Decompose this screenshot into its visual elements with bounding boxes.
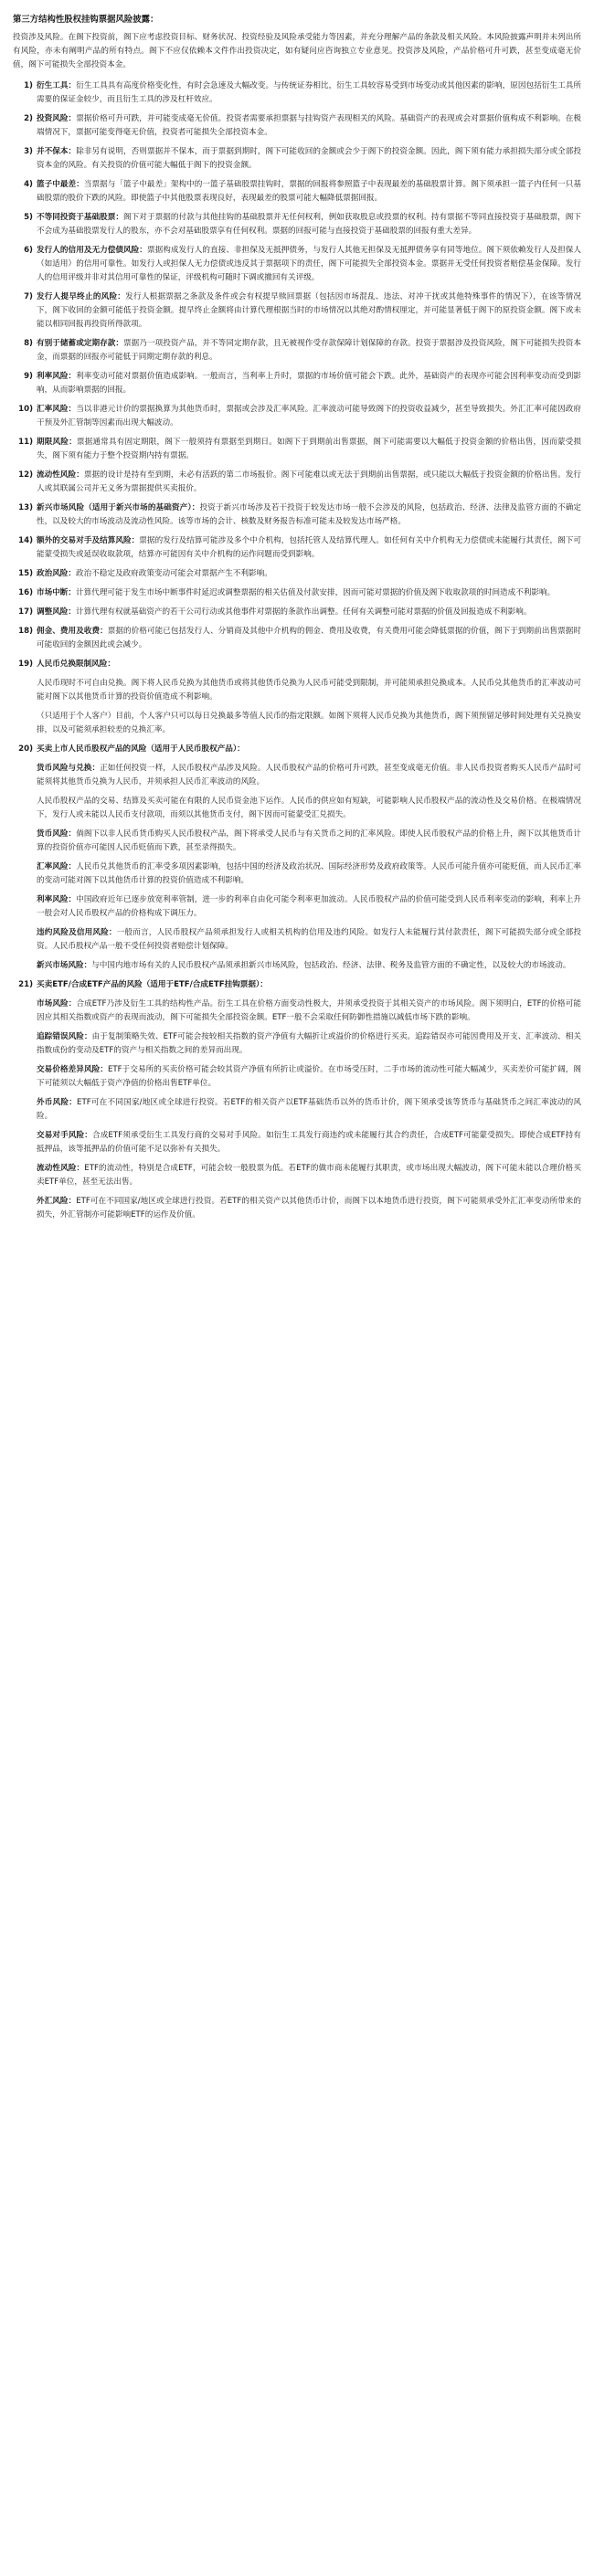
risk-item	[13, 79, 581, 107]
risk-item-label: 市场中断：	[37, 588, 76, 597]
risk-item-label: 佣金、费用及收费：	[37, 627, 108, 636]
risk-item-number: 18)	[18, 627, 33, 636]
risk-item-text: 利率变动可能对票据价值造成影响。一般而言，当利率上升时，票据的市场价值可能会下跌。此外，基础资产的表现亦可能会因利率变动而受到影响，从而影响票据的回报。	[37, 372, 581, 395]
risk-item-body	[37, 469, 581, 496]
risk-item-label: 发行人提早终止的风险：	[37, 292, 126, 301]
risk-item-body	[37, 290, 581, 332]
etf-paragraph	[37, 1162, 581, 1189]
risk-item-label: 买卖ETF/合成ETF产品的风险（适用于ETF/合成ETF挂钩票据）：	[37, 980, 268, 989]
risk-item-21	[13, 978, 581, 992]
risk-item-body	[37, 145, 581, 173]
etf-paragraph	[37, 1195, 581, 1222]
etf-paragraph	[37, 998, 581, 1025]
risk-item-label: 流动性风险：	[37, 470, 84, 480]
etf-paragraph-text: 合成ETF须承受衍生工具发行商的交易对手风险。如衍生工具发行商违约或未能履行其合约责任，合成ETF可能蒙受损失。即使合成ETF持有抵押品，该等抵押品的价值可能不足以弥补有关损失。	[37, 1131, 581, 1154]
risk-item-label: 汇率风险：	[37, 405, 77, 414]
risk-item-20	[13, 743, 581, 756]
risk-item-body	[37, 534, 581, 562]
risk-item-number: 14)	[18, 536, 33, 545]
intro-paragraph: 投资涉及风险。在阁下投资前，阁下应考虑投资目标、财务状况、投资经验及风险承受能力等因素，并充分理解产品的条款及相关风险。本风险披露声明并未列出所有风险，亦未有阐明产品的所有特点。阁下不应仅依赖本文件作出投资决定，如有疑问应咨询独立专业意见。投资涉及风险，产品价格可升可跌，甚至变成毫无价值，阁下可能损失全部投资本金。	[13, 33, 581, 69]
risk-item-number: 2)	[24, 114, 33, 123]
risk-item-label: 利率风险：	[37, 372, 77, 381]
risk-item-number: 11)	[18, 438, 33, 447]
risk-item	[13, 244, 581, 285]
etf-paragraph	[37, 1063, 581, 1091]
rmb-product-paragraph-text: 一般而言，人民币股权产品须承担发行人或相关机构的信用及违约风险。如发行人未能履行其付款责任，阁下可能损失部分或全部投资。人民币股权产品一般不受任何投资者赔偿计划保障。	[37, 928, 581, 951]
risk-item-number: 7)	[24, 292, 33, 301]
risk-item-text: 票据的价格可能已包括发行人、分销商及其他中介机构的佣金、费用及收费，有关费用可能会降低票据的价值，阁下于到期前出售票据时可能收回的金额因此或会减少。	[37, 627, 581, 649]
etf-paragraph-label: 交易对手风险：	[37, 1131, 92, 1140]
risk-item-label: 政治风险：	[37, 569, 76, 578]
risk-item-text: 发行人根据票据之条款及条件或会有权提早赎回票据（包括因市场混乱、违法、对冲干扰或其他特殊事件的情况下），在该等情况下，阁下收回的金额可能低于投资金额。提早终止金额将由计算代理根据当时的市场情况以其绝对酌情权厘定，并可能显著低于阁下的原投资金额。阁下或未能以相同回报再投资所得款项。	[37, 292, 581, 329]
risk-item-number: 4)	[24, 180, 33, 189]
rmb-product-paragraph-text: 正如任何投资一样，人民币股权产品涉及风险。人民币股权产品的价格可升可跌，甚至变成毫无价值。非人民币投资者购买人民币产品时可能须将其他货币兑换为人民币，并须承担人民币汇率波动的风险。	[37, 764, 581, 787]
etf-paragraph	[37, 1030, 581, 1058]
risk-item-number: 19)	[18, 660, 33, 669]
risk-item-body	[37, 178, 581, 206]
risk-item-text: 票据的设计是持有至到期，未必有活跃的第二市场报价。阁下可能难以或无法于到期前出售票据，或只能以大幅低于投资金额的价格出售。发行人或其联属公司并无义务为票据提供买卖报价。	[37, 470, 581, 493]
risk-item	[13, 337, 581, 364]
risk-item-text: 衍生工具具有高度价格变化性，有时会急速及大幅改变。与传统证券相比，衍生工具较容易受到市场变动或其他因素的影响，原因包括衍生工具所需要的保证金较少，而且衍生工具的涉及杠杆效应。	[37, 81, 581, 104]
rmb-product-paragraph-text: 人民币股权产品的交易、结算及买卖可能在有限的人民币资金池下运作。人民币的供应如有短缺，可能影响人民币股权产品的流动性及交易价格。在极端情况下，发行人或未能以人民币支付款项，而须以其他货币支付，阁下因而可能蒙受汇兑损失。	[37, 797, 581, 819]
risk-item	[13, 112, 581, 140]
risk-item	[13, 211, 581, 238]
risk-item-body	[37, 370, 581, 397]
rmb-product-paragraph	[37, 762, 581, 789]
risk-item-body	[37, 625, 581, 652]
rmb-product-paragraph-label: 新兴市场风险：	[37, 961, 92, 970]
risk-item-number: 6)	[24, 246, 33, 255]
risk-item-body	[37, 567, 581, 581]
rmb-product-paragraph	[37, 828, 581, 855]
risk-item-label: 调整风险：	[37, 607, 76, 617]
rmb-product-paragraph-label: 货币风险与兑换：	[37, 764, 101, 773]
risk-item-label: 发行人的信用及无力偿债风险：	[37, 246, 147, 255]
rmb-product-paragraph	[37, 893, 581, 921]
risk-item-body	[37, 337, 581, 364]
etf-paragraph-text: ETF可在不同国家/地区或全球进行投资。若ETF的相关资产以其他货币计价，而阁下以本地货币进行投资，阁下可能须承受外汇汇率变动所带来的损失，外汇管制亦可能影响ETF的运作及价值。	[37, 1197, 581, 1219]
risk-item	[13, 606, 581, 619]
etf-block	[37, 998, 581, 1222]
risk-item-number: 15)	[18, 569, 33, 578]
etf-paragraph	[37, 1096, 581, 1124]
risk-item-body	[37, 403, 581, 430]
risk-item	[13, 145, 581, 173]
risk-item-number: 16)	[18, 588, 33, 597]
risk-item-label: 期限风险：	[37, 438, 77, 447]
risk-item-label: 篮子中最差：	[37, 180, 84, 189]
risk-item-label: 有别于储蓄或定期存款：	[37, 339, 124, 348]
rmb-product-paragraph-label: 货币风险：	[37, 829, 77, 839]
risk-item-text: 政治不稳定及政府政策变动可能会对票据产生不利影响。	[75, 569, 272, 578]
risk-item-text: 投资于新兴市场涉及若干投资于较发达市场一般不会涉及的风险，包括政治、经济、法律及监管方面的不确定性，以及较大的市场波动及流动性风险。该等市场的会计、核数及财务报告标准可能未及较发达市场严格。	[37, 503, 581, 526]
risk-item-number: 12)	[18, 470, 33, 480]
rmb-product-paragraph-label: 汇率风险：	[37, 862, 77, 871]
risk-item-text: 票据乃一项投资产品，并不等同定期存款，且无被视作受存款保障计划保障的存款。投资于票据涉及投资风险，阁下可能损失投资本金，而票据的回报亦可能低于同期定期存款的利息。	[37, 339, 581, 362]
risk-list	[13, 79, 581, 671]
risk-item-text: 计算代理可能于发生市场中断事件时延迟或调整票据的相关估值及付款安排，因而可能对票据的价值及阁下收取款项的时间造成不利影响。	[75, 588, 556, 597]
etf-paragraph-label: 交易价格差异风险：	[37, 1065, 108, 1074]
risk-item-text: 票据的发行及结算可能涉及多个中介机构，包括托管人及结算代理人。如任何有关中介机构无力偿债或未能履行其责任，阁下可能蒙受损失或延误收取款项，结算亦可能因有关中介机构的运作问题而受到影响。	[37, 536, 581, 559]
rmb-product-paragraph-label: 利率风险：	[37, 895, 77, 904]
risk-item-label: 投资风险：	[37, 114, 77, 123]
etf-paragraph-label: 外币风险：	[37, 1098, 78, 1107]
rmb-product-paragraph	[37, 860, 581, 888]
rmb-individual-paragraph: （只适用于个人客户）目前，个人客户只可以每日兑换最多等值人民币的指定限额。如阁下须将人民币兑换为其他货币，阁下须预留足够时间处理有关兑换安排，以及可能须承担较差的兑换汇率。	[37, 712, 581, 734]
risk-item-number: 1)	[24, 81, 33, 90]
risk-item-number: 13)	[18, 503, 33, 512]
etf-paragraph-text: ETF可在不同国家/地区或全球进行投资。若ETF的相关资产以ETF基础货币以外的货币计价，阁下须承受该等货币与基础货币之间汇率波动的风险。	[37, 1098, 581, 1121]
risk-item-label: 额外的交易对手及结算风险：	[37, 536, 140, 545]
risk-item-text: 当票据与「篮子中最差」架构中的一篮子基础股票挂钩时，票据的回报将参照篮子中表现最差的基础股票计算。阁下须承担一篮子内任何一只基础股票的股价下跌的风险。即使篮子中其他股票表现良好，表现最差的股票可能大幅降低票据回报。	[37, 180, 581, 203]
rmb-product-paragraph	[37, 926, 581, 954]
rmb-product-paragraph	[37, 959, 581, 973]
risk-item-label: 人民币兑换限制风险：	[37, 660, 115, 669]
risk-item	[13, 403, 581, 430]
risk-item	[13, 501, 581, 529]
risk-item-text: 当以非港元计价的票据换算为其他货币时，票据或会涉及汇率风险。汇率波动可能导致阁下的投资收益减少，甚至导致损失。外汇汇率可能因政府干预及外汇管制等因素而出现大幅波动。	[37, 405, 581, 428]
risk-item-label: 新兴市场风险（适用于新兴市场的基础资产）：	[37, 503, 200, 512]
etf-paragraph-text: 合成ETF乃涉及衍生工具的结构性产品。衍生工具在价格方面变动性极大，并须承受投资于其相关资产的市场风险。阁下须明白，ETF的价格可能因应其相关指数或资产的表现而波动，阁下可能损失全部投资金额。ETF一般不会采取任何防御性措施以减低市场下跌的影响。	[37, 999, 581, 1022]
etf-paragraph	[37, 1129, 581, 1156]
risk-item-number: 5)	[24, 213, 33, 222]
risk-item-body	[37, 112, 581, 140]
risk-item-text: 票据价格可升可跌，并可能变成毫无价值。投资者需要承担票据与挂钩资产表现相关的风险。基础资产的表现或会对票据价值构成不利影响。在极端情况下，票据可能变得毫无价值，投资者可能损失全部投资本金。	[37, 114, 581, 137]
rmb-product-paragraph	[37, 795, 581, 822]
risk-item-text: 除非另有说明，否则票据并不保本，而于票据到期时，阁下可能收回的金额或会少于阁下的投资金额。因此，阁下须有能力承担损失部分或全部投资本金的风险。有关投资的价值可能大幅低于阁下的投资金额。	[37, 147, 581, 170]
rmb-conversion-block	[37, 677, 581, 737]
etf-paragraph-label: 外汇风险：	[37, 1197, 77, 1206]
rmb-product-paragraph-text: 倘阁下以非人民币货币购买人民币股权产品，阁下将承受人民币与有关货币之间的汇率风险。即使人民币股权产品的价格上升，阁下以其他货币计算的投资价值亦可能因人民币贬值而下跌，甚至录得损失。	[37, 829, 581, 852]
risk-item-number: 8)	[24, 339, 33, 348]
risk-item-number: 17)	[18, 607, 33, 617]
etf-paragraph-text: ETF的流动性，特别是合成ETF，可能会较一般股票为低。若ETF的做市商未能履行其职责，或市场出现大幅波动，阁下可能未能以合理价格买卖ETF单位，甚至无法出售。	[37, 1164, 581, 1187]
risk-item-body	[37, 586, 581, 600]
rmb-conversion-paragraph: 人民币现时不可自由兑换。阁下将人民币兑换为其他货币或将其他货币兑换为人民币可能受到限制，并可能须承担兑换成本。人民币兑其他货币的汇率波动可能对阁下以其他货币计算的投资价值造成不利影响。	[37, 679, 581, 702]
risk-item-text: 票据通常具有固定期限，阁下一般须持有票据至到期日。如阁下于到期前出售票据，阁下可能需要以大幅低于投资金额的价格出售，因而蒙受损失，阁下须有能力于整个投资期内持有票据。	[37, 438, 581, 460]
risk-item-body	[37, 436, 581, 463]
risk-item-label: 并不保本：	[37, 147, 77, 156]
risk-item	[13, 370, 581, 397]
risk-item-body	[37, 244, 581, 285]
risk-item-body	[37, 606, 581, 619]
risk-item-body	[37, 79, 581, 107]
risk-item	[13, 436, 581, 463]
rmb-product-block	[37, 762, 581, 973]
etf-paragraph-text: ETF于交易所的买卖价格可能会较其资产净值有所折让或溢价。在市场受压时，二手市场的流动性可能大幅减少，买卖差价可能扩阔，阁下可能须以大幅低于资产净值的价格出售ETF单位。	[37, 1065, 581, 1088]
risk-item-label: 不等同投资于基础股票：	[37, 213, 124, 222]
risk-item-text: 计算代理有权就基础资产的若干公司行动或其他事件对票据的条款作出调整。任何有关调整可能对票据的价值及回报造成不利影响。	[75, 607, 532, 617]
risk-item-text: 阁下对于票据的付款与其他挂钩的基础股票并无任何权利，例如获取股息或投票的权利。持有票据不等同直接投资于基础股票，阁下不会成为基础股票发行人的股东，亦不会对基础股票享有任何权利。票据的回报可能与直接投资于基础股票的回报有重大差异。	[37, 213, 581, 236]
risk-item-text: 票据构成发行人的直接、非担保及无抵押债务，与发行人其他无担保及无抵押债务享有同等地位。阁下须依赖发行人及担保人（如适用）的信用可靠性。如发行人或担保人无力偿债或违反其于票据项下的责任，阁下可能损失全部投资本金。票据并无受任何投资者赔偿基金保障。发行人的信用评级并非对其信用可靠性的保证，评级机构可随时下调或撤回有关评级。	[37, 246, 581, 282]
risk-item-number: 9)	[24, 372, 33, 381]
risk-item-body	[37, 658, 581, 671]
risk-item-label: 买卖上市人民币股权产品的风险（适用于人民币股权产品）：	[37, 744, 245, 754]
risk-item	[13, 586, 581, 600]
rmb-product-paragraph-text: 与中国内地市场有关的人民币股权产品须承担新兴市场风险，包括政治、经济、法律、税务及监管方面的不确定性，以及较大的市场波动。	[91, 961, 571, 970]
rmb-product-paragraph-text: 人民币兑其他货币的汇率受多项因素影响，包括中国的经济及政治状况、国际经济形势及政府政策等。人民币可能升值亦可能贬值，而人民币汇率的变动可能对阁下以其他货币计算的投资价值造成不利影响。	[37, 862, 581, 885]
rmb-product-paragraph-text: 中国政府近年已逐步放宽利率管制，进一步的利率自由化可能令利率更加波动。人民币股权产品的价值可能受到人民币利率变动的影响，利率上升一般会对人民币股权产品的价格构成下调压力。	[37, 895, 581, 918]
risk-item-label: 衍生工具：	[37, 81, 77, 90]
risk-item-body	[37, 211, 581, 238]
etf-paragraph-label: 追踪错误风险：	[37, 1032, 92, 1041]
risk-item-body	[37, 501, 581, 529]
risk-item	[13, 534, 581, 562]
rmb-product-paragraph-label: 违约风险及信用风险：	[37, 928, 117, 937]
etf-paragraph-label: 流动性风险：	[37, 1164, 85, 1173]
risk-item	[13, 290, 581, 332]
risk-item	[13, 567, 581, 581]
risk-item	[13, 658, 581, 671]
risk-item	[13, 178, 581, 206]
etf-paragraph-label: 市场风险：	[37, 999, 77, 1008]
etf-paragraph-text: 由于复制策略失效、ETF可能会按较相关指数的资产净值有大幅折让或溢价的价格进行买卖。追踪错误亦可能因费用及开支、汇率波动、相关指数成份的变动及ETF的资产与相关指数之间的差异而出现。	[37, 1032, 581, 1055]
document-title: 第三方结构性股权挂钩票据风险披露：	[13, 15, 159, 25]
risk-item	[13, 469, 581, 496]
risk-item-number: 20)	[18, 744, 33, 754]
risk-item	[13, 625, 581, 652]
risk-item-number: 21)	[18, 980, 33, 989]
risk-item-number: 10)	[18, 405, 33, 414]
risk-item-number: 3)	[24, 147, 33, 156]
